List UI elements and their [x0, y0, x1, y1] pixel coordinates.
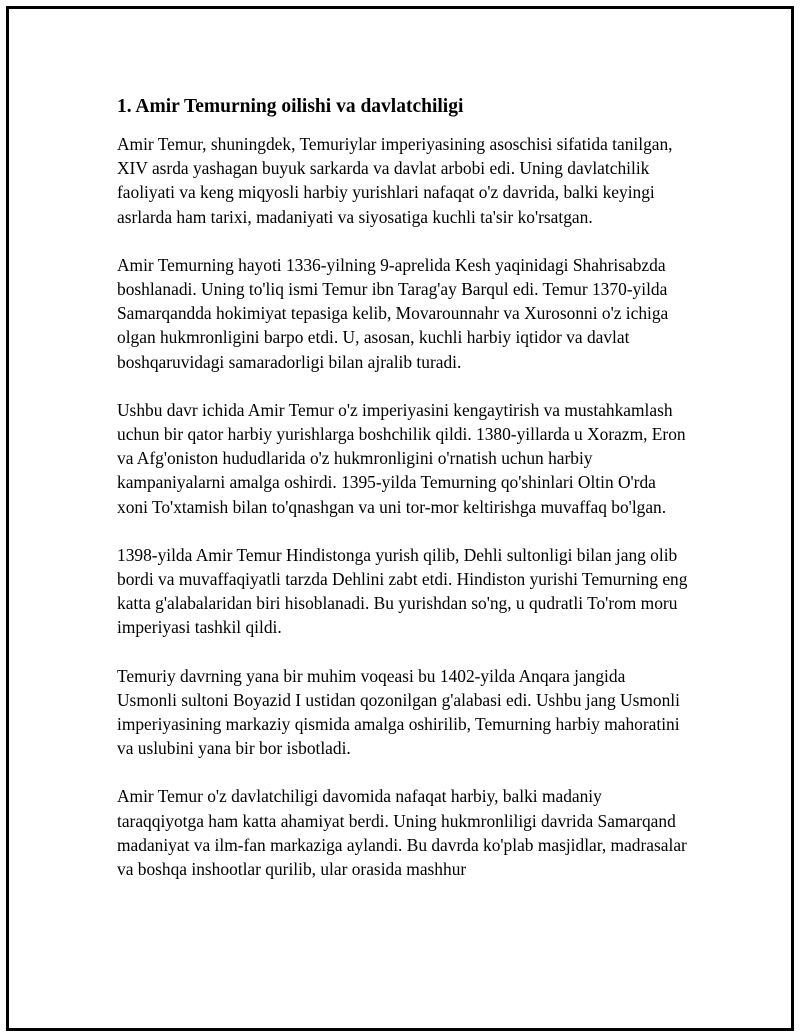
paragraph-5: Temuriy davrning yana bir muhim voqeasi bu 1402-yilda Anqara jangida Usmonli sultoni Boyazid I ustidan qozonilgan g'alabasi edi. Ushbu jang Usmonli imperiyasining markaziy qismida amalga oshirilib, Temurning harbiy mahoratini va uslubini yana bir bor isbotladi. — [117, 665, 680, 759]
paragraph-4: 1398-yilda Amir Temur Hindistonga yurish qilib, Dehli sultonligi bilan jang olib bordi va muvaffaqiyatli tarzda Dehlini zabt etdi. Hindiston yurishi Temurning eng katta g'alabalaridan biri hisoblanadi. Bu yurishdan so'ng, u qudratli To'rom moru imperiyasi tashkil qildi. — [117, 544, 688, 638]
section-heading: 1. Amir Temurning oilishi va davlatchiligi — [117, 96, 464, 117]
paragraph-1: Amir Temur, shuningdek, Temuriylar imperiyasining asoschisi sifatida tanilgan, XIV asrda yashagan buyuk sarkarda va davlat arbobi edi. Uning davlatchilik faoliyati va keng miqyosli harbiy yurishlari nafaqat o'z davrida, balki keyingi asrlarda ham tarixi, madaniyati va siyosatiga kuchli ta'sir ko'rsatgan. — [117, 134, 673, 227]
document-body — [117, 94, 689, 905]
paragraph-3: Ushbu davr ichida Amir Temur o'z imperiyasini kengaytirish va mustahkamlash uchun bir qator harbiy yurishlarga boshchilik qildi. 1380-yillarda u Xorazm, Eron va Afg'oniston hududlarida o'z hukmronligini o'rnatish uchun harbiy kampaniyalarni amalga oshirdi. 1395-yilda Temurning qo'shinlari Oltin O'rda xoni To'xtamish bilan to'qnashgan va uni tor-mor keltirishga muvaffaq bo'lgan. — [117, 399, 686, 517]
paragraph-2: Amir Temurning hayoti 1336-yilning 9-aprelida Kesh yaqinidagi Shahrisabzda boshlanadi. Uning to'liq ismi Temur ibn Tarag'ay Barqul edi. Temur 1370-yilda Samarqandda hokimiyat tepasiga kelib, Movarounnahr va Xurosonni o'z ichiga olgan hukmronligini barpo etdi. U, asosan, kuchli harbiy iqtidor va davlat boshqaruvidagi samaradorligi bilan ajralib turadi. — [117, 254, 669, 372]
paragraph-6: Amir Temur o'z davlatchiligi davomida nafaqat harbiy, balki madaniy taraqqiyotga ham katta ahamiyat berdi. Uning hukmronliligi davrida Samarqand madaniyat va ilm-fan markaziga aylandi. Bu davrda ko'plab masjidlar, madrasalar va boshqa inshootlar qurilib, ular orasida mashhur — [117, 786, 687, 880]
